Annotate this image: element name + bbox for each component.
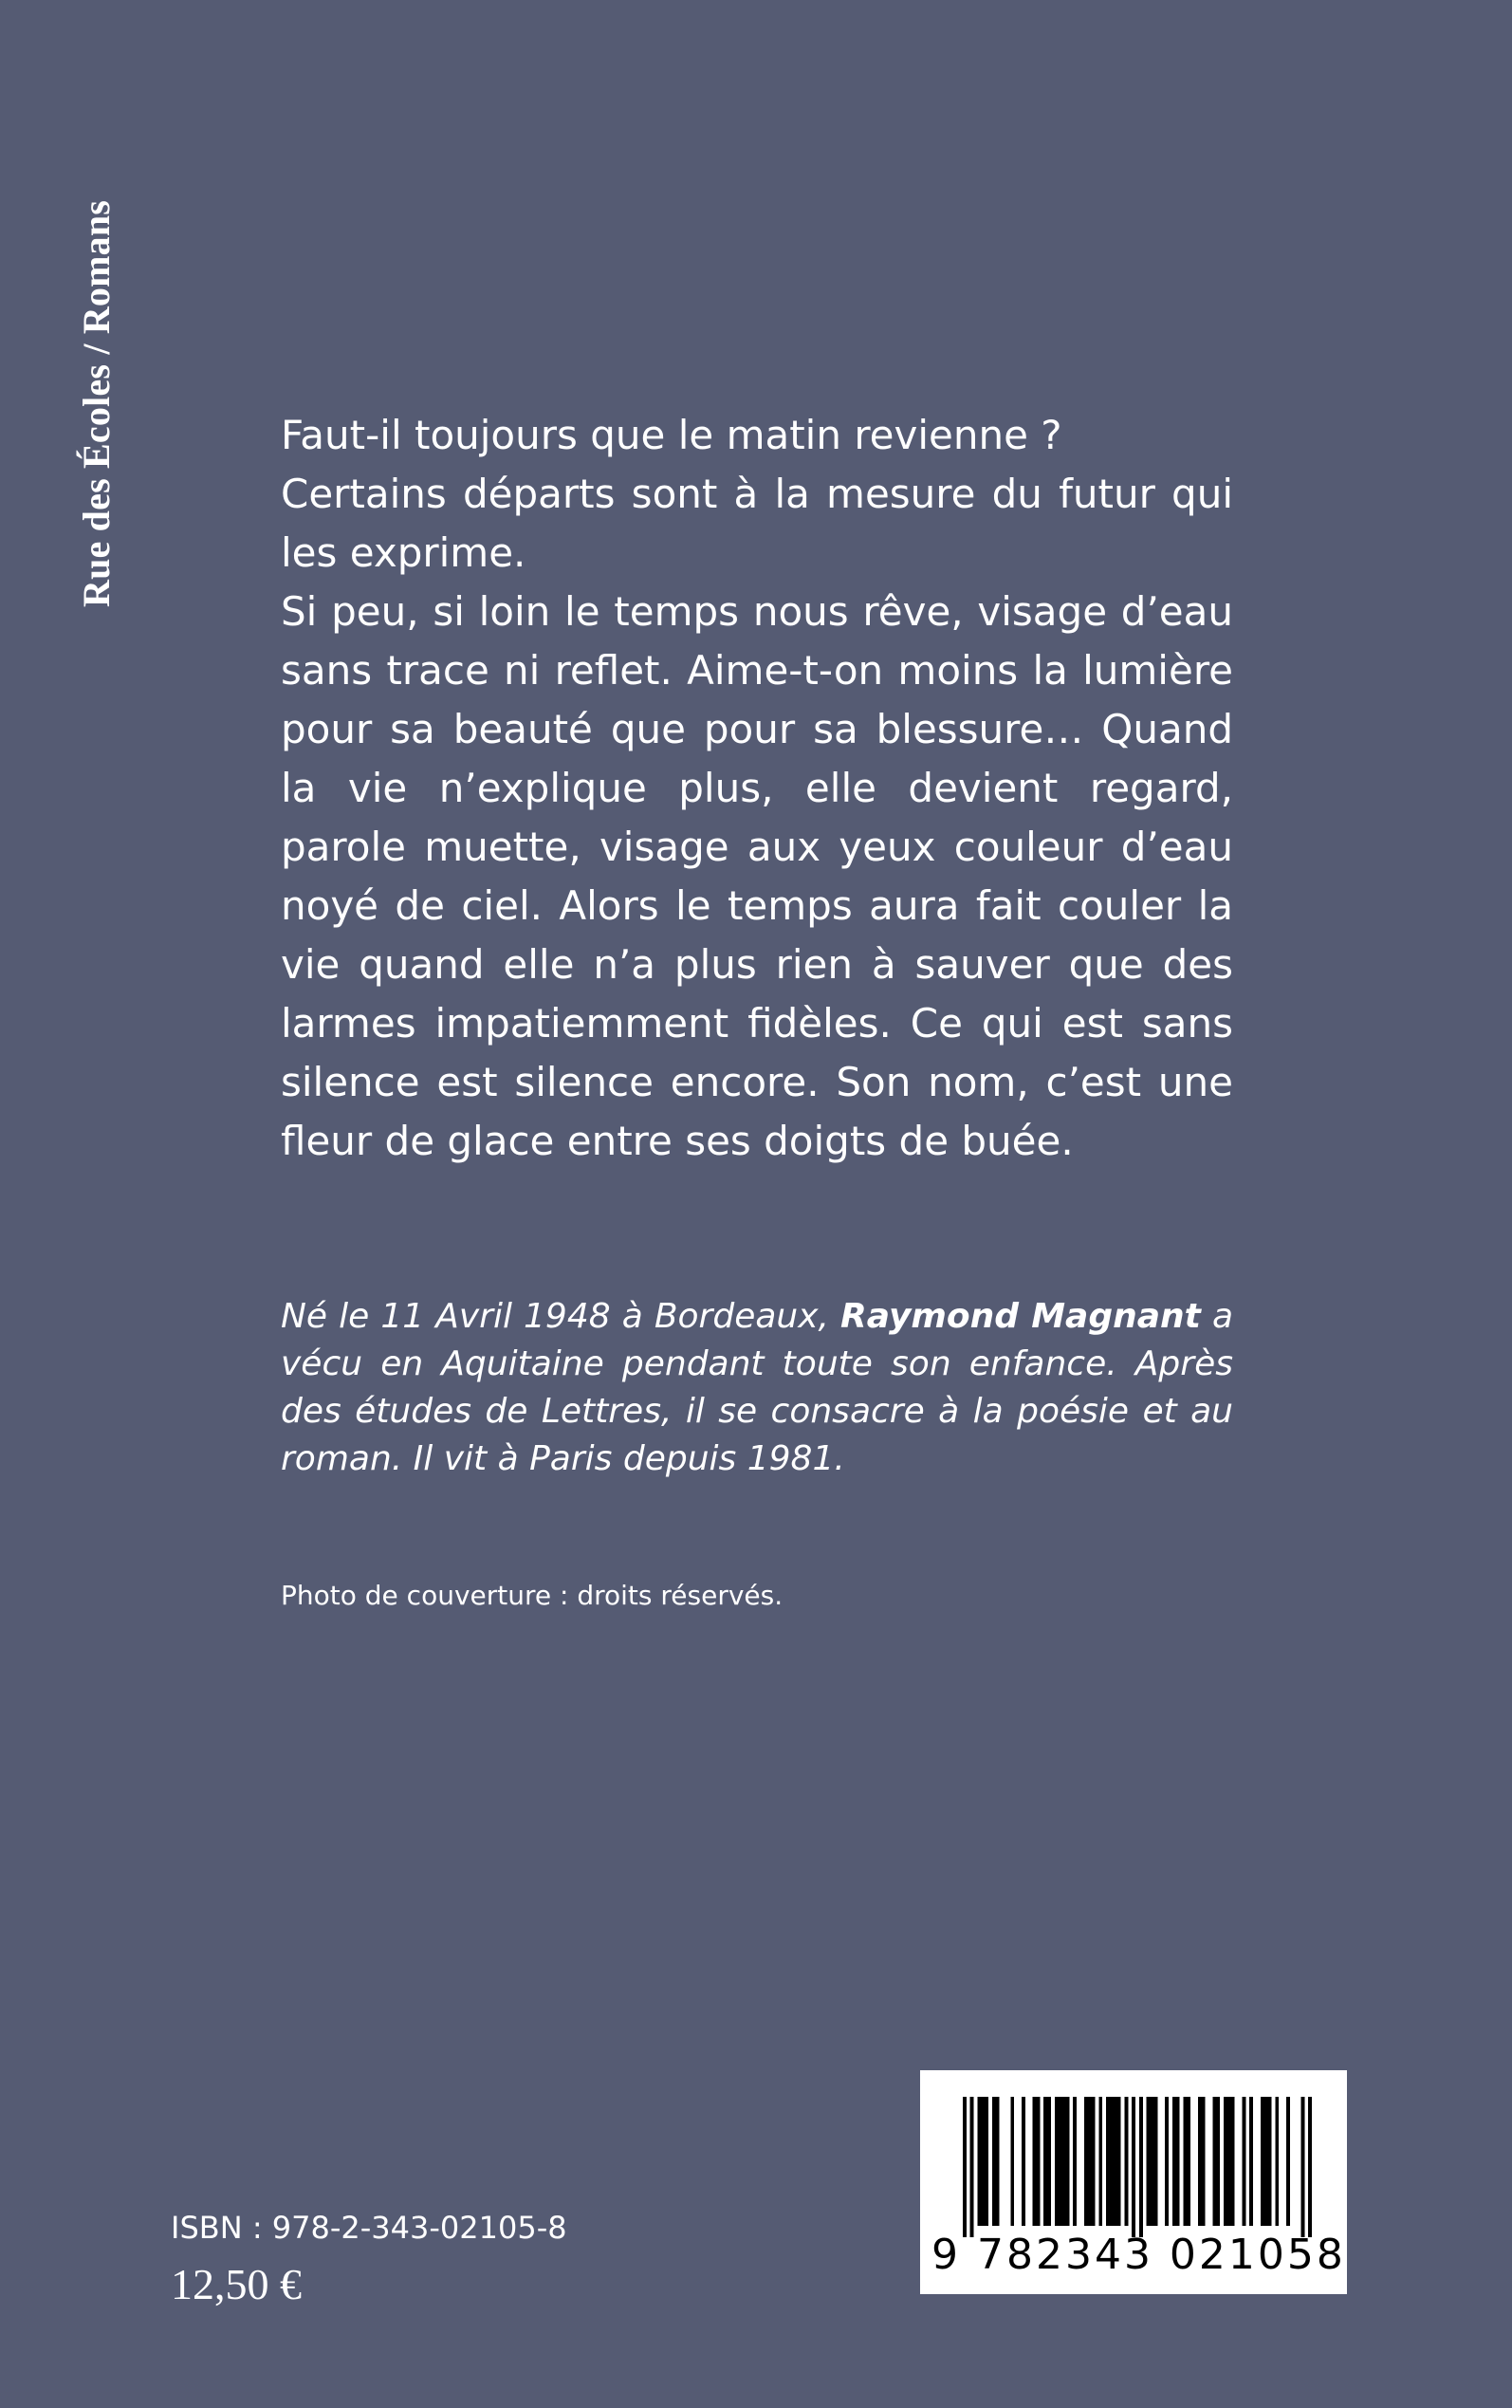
barcode-bar	[1224, 2097, 1227, 2226]
barcode-bar	[1043, 2097, 1047, 2226]
photo-credit: Photo de couverture : droits réservés.	[281, 1580, 784, 1611]
barcode-bar	[1010, 2097, 1014, 2226]
barcode-bar	[1275, 2097, 1279, 2226]
barcode-bar	[1198, 2097, 1202, 2226]
barcode-bar	[1286, 2097, 1290, 2226]
barcode-bar	[1242, 2097, 1245, 2226]
blurb-paragraph: Certains départs sont à la mesure du futur qui les exprime.	[281, 471, 1233, 576]
barcode-bar	[1114, 2097, 1117, 2226]
barcode-bar	[963, 2097, 967, 2237]
blurb-paragraph: Faut-il toujours que le matin revienne ?	[281, 412, 1062, 458]
barcode-bar	[1300, 2097, 1304, 2237]
barcode-bar	[1073, 2097, 1077, 2226]
barcode-bar	[1065, 2097, 1069, 2226]
barcode-bar	[1231, 2097, 1235, 2226]
barcode-bar	[1062, 2097, 1066, 2226]
barcode-bar	[1308, 2097, 1312, 2237]
collection-label: Rue des Écoles / Romans	[75, 199, 118, 607]
back-cover-blurb	[281, 406, 1233, 1171]
barcode-bar	[1187, 2097, 1190, 2226]
barcode-bar	[1264, 2097, 1268, 2226]
barcode-bar	[1106, 2097, 1110, 2226]
barcode-bar	[996, 2097, 1000, 2226]
barcode-bar	[1216, 2097, 1220, 2226]
barcode-bar	[1036, 2097, 1040, 2226]
barcode-bar	[1249, 2097, 1253, 2226]
barcode-bar	[1268, 2097, 1272, 2226]
blurb-paragraph: Si peu, si loin le temps nous rêve, visage d’eau sans trace ni reflet. Aime-t-on moins la lumière pour sa beauté que pour sa blessure… Quand la vie n’explique plus, elle devient regard, parole muette, visage aux yeux couleur d’eau noyé de ciel. Alors le temps aura fait couler la vie quand elle n’a plus rien à sauver que des larmes impatiemment fidèles. Ce qui est sans silence est silence encore. Son nom, c’est une fleur de glace entre ses doigts de buée.	[281, 588, 1233, 1164]
barcode-bar	[1212, 2097, 1216, 2226]
barcode-bar	[1165, 2097, 1169, 2226]
barcode-bar	[1022, 2097, 1025, 2226]
barcode-bar	[970, 2097, 974, 2237]
barcode-digits: 9 782343 021058	[931, 2231, 1346, 2279]
barcode-bar	[1183, 2097, 1187, 2226]
author-name: Raymond Magnant	[840, 1297, 1201, 1336]
barcode-bar	[1110, 2097, 1114, 2226]
barcode	[920, 2070, 1347, 2294]
barcode-bar	[1055, 2097, 1059, 2226]
barcode-bar	[1147, 2097, 1151, 2226]
bio-intro: Né le 11 Avril 1948 à Bordeaux,	[281, 1297, 841, 1336]
barcode-bar	[977, 2097, 981, 2226]
barcode-bar	[1176, 2097, 1180, 2226]
barcode-bar	[1172, 2097, 1176, 2226]
price: 12,50 €	[171, 2260, 302, 2308]
barcode-bar	[1132, 2097, 1135, 2237]
bio-text: a vécu en Aquitaine pendant toute son enfance. Après des études de Lettres, il se consacre à la poésie et au roman. Il vit à Paris depuis 1981.	[281, 1297, 1233, 1478]
barcode-bar	[1059, 2097, 1062, 2226]
barcode-bar	[1098, 2097, 1102, 2226]
barcode-bar	[1047, 2097, 1051, 2226]
barcode-bar	[1088, 2097, 1092, 2226]
barcode-bar	[1124, 2097, 1128, 2226]
barcode-bar	[1117, 2097, 1121, 2226]
barcode-bar	[1033, 2097, 1037, 2226]
author-bio	[281, 1293, 1233, 1483]
barcode-bar	[981, 2097, 985, 2226]
barcode-bar	[985, 2097, 988, 2226]
isbn: ISBN : 978-2-343-02105-8	[171, 2210, 567, 2246]
barcode-bar	[1261, 2097, 1264, 2226]
barcode-bar	[992, 2097, 996, 2226]
barcode-bar	[1151, 2097, 1154, 2226]
barcode-bar	[1202, 2097, 1206, 2226]
barcode-bars	[963, 2097, 1312, 2237]
barcode-bar	[1139, 2097, 1143, 2237]
barcode-bar	[1153, 2097, 1157, 2226]
barcode-bar	[1092, 2097, 1096, 2226]
barcode-bar	[1084, 2097, 1088, 2226]
barcode-bar	[1227, 2097, 1231, 2226]
